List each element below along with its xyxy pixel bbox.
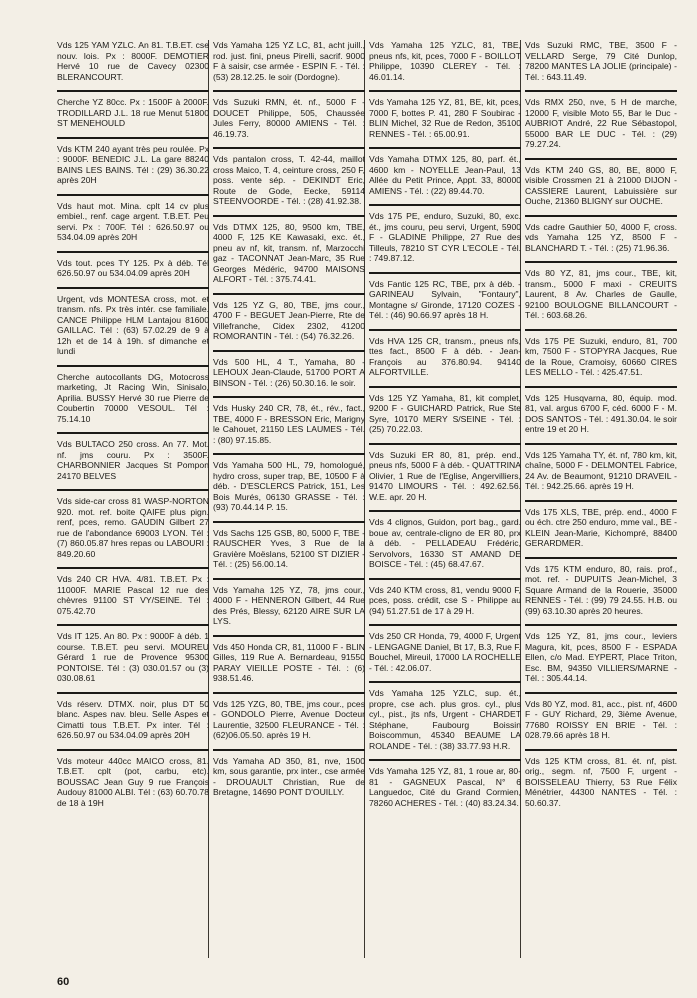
ad-separator [369, 681, 521, 683]
classified-ad: Vds réserv. DTMX. noir, plus DT 50 blanc. Aspes nav. bleu. Selle Aspes et Cimatti tous T.B.ET. Px inter. Tél : 626.50.97 ou 534.04.09 après 20H [57, 698, 209, 740]
classified-ad: Vds 125 YZ G, 80, TBE, jms cour., 4700 F - BEGUET Jean-Pierre, Rte de Villefranche, Cidex 2302, 41200 ROMORANTIN - Tél. : (54) 76.32.26. [213, 299, 365, 341]
ad-separator [213, 635, 365, 637]
ad-separator [213, 147, 365, 149]
ad-separator [369, 90, 521, 92]
ad-separator [213, 692, 365, 694]
ad-separator [369, 759, 521, 761]
classified-ad: Vds Yamaha DTMX 125, 80, parf. ét., 4600 km - NOYELLE Jean-Paul, 13 Allée du Petit Prince, Appt. 33, 80000 AMIENS - Tél. : (22) 89.44.70. [369, 154, 521, 196]
classified-ad: Vds cadre Gauthier 50, 4000 F, cross. vds Yamaha 125 YZ, 8500 F - BLANCHARD T. - Tél. : (25) 71.96.36. [525, 221, 677, 253]
ads-column-1 [57, 40, 209, 812]
ad-separator [525, 692, 677, 694]
classified-ad: Vds Fantic 125 RC, TBE, prx à déb. - GARINEAU Sylvain, "Fontaury", Montagne s/ Gironde, 17120 COZES - Tél. : (46) 90.66.97 après 18 H. [369, 278, 521, 320]
ad-separator [525, 557, 677, 559]
classified-ad: Vds tout. pces TY 125. Px à déb. Tél 626.50.97 ou 534.04.09 après 20H [57, 257, 209, 278]
ad-separator [369, 329, 521, 331]
classified-ad: Vds moteur 440cc MAICO cross, 81. T.B.ET. cplt (pot, carbu, etc). BOUSSAC Jean Guy 9 rue François Audouy 81000 ALBI. Tél : (63) 60.70.78 de 18 à 19H [57, 755, 209, 808]
ad-separator [57, 365, 209, 367]
classified-ad: Vds side-car cross 81 WASP-NORTON 920. mot. ref. boite QAIFE plus pign. renf, pces, remo. GAUDIN Gilbert 27 rue de l'abondance 69003 LYON. Tél : (7) 860.05.87 hres repas ou LABOURI : 849.20.60 [57, 496, 209, 559]
ads-column-4 [525, 40, 677, 812]
classified-ad: Vds 125 YZG, 80, TBE, jms cour., pces - GONDOLO Pierre, Avenue Docteur Laurentie, 32500 FLEURANCE - Tél. : (62)06.05.50. après 19 H. [213, 698, 365, 740]
classified-ad: Vds DTMX 125, 80, 9500 km, TBE, 4000 F, 125 KE Kawasaki, exc. ét., pneu av nf, kit, transm. nf, Marzocchi gaz - TACONNAT Jean-Marc, 35 Rue Georges Médéric, 94700 MAISONS ALFORT - Tél. : 375.74.41. [213, 221, 365, 284]
ad-separator [57, 749, 209, 751]
classified-ad: Vds Yamaha 125 YZ, 81, 1 roue ar, 80-81 - GAGNEUX Pascal, N° 6 Languedoc, Cité du Grand Cormien, 78260 ACHERES - Tél. : (40) 83.24.34. [369, 766, 521, 808]
classified-ad: Vds Yamaha 125 YZLC, 81, TBE, pneus nfs, kit, pces, 7000 F - BOILLOT Philippe, 10390 CLEREY - Tél. : 46.01.14. [369, 40, 521, 82]
ad-separator [57, 624, 209, 626]
classified-ad: Cherche YZ 80cc. Px : 1500F à 2000F. TRODILLARD J.L. 18 rue Menut 51800 ST MENEHOULD [57, 97, 209, 128]
classified-ad: Vds 500 HL, 4 T., Yamaha, 80 - LEHOUX Jean-Claude, 51700 PORT A BINSON - Tél. : (26) 50.30.16. le soir. [213, 356, 365, 388]
classified-ad: Vds 125 YZ, 81, jms cour., leviers Magura, kit, pces, 8500 F - ESPADA Ellen, c/o Mad. EYPERT, Place Triton, Esc. BM, 94350 VILLIERS/MARNE - Tél. : 305.44.14. [525, 631, 677, 683]
ad-separator [213, 350, 365, 352]
classified-ad: Vds KTM 240 ayant très peu roulée. Px : 9000F. BENEDIC J.L. La gare 88240 BAINS LES BAINS. Tél : (29) 36.30.22 après 20H [57, 143, 209, 185]
classified-ad: Vds Yamaha 125 YZ, 78, jms cour., 4000 F - HENNERON Gilbert, 44 Rue des Prés, Blessy, 62120 AIRE SUR LA LYS. [213, 584, 365, 626]
ad-separator [369, 386, 521, 388]
classified-ad: Vds Yamaha 125 YZ, 81, BE, kit, pces, 7000 F, bottes P. 41, 280 F Soubirac - BLIN Michel, 32 Rue de Redon, 35100 RENNES - Tél. : 65.00.91. [369, 97, 521, 139]
classified-ad: Vds 175 XLS, TBE, prép. end., 4000 F ou éch. ctre 250 enduro, mme val., BE - KLEIN Jean-Marie, Kichompré, 88400 GERARDMER. [525, 506, 677, 548]
classified-ad: Vds Suzuki ER 80, 81, prép. end., pneus nfs, 5000 F à déb. - QUATTRINA Olivier, 1 Rue de l'Eglise, Angervilliers, 91470 LIMOURS - Tél. : 492.62.56. W.E. apr. 20 H. [369, 449, 521, 502]
page-number: 60 [57, 976, 70, 988]
classified-ad: Vds HVA 125 CR, transm., pneus nfs, ttes fact., 8500 F à déb. - Jean-François au 376.80.94. 94140 ALFORTVILLE. [369, 335, 521, 377]
classified-ad: Vds haut mot. Mina. cplt 14 cv plus embiel., renf. cage argent. T.B.ET. Peu servi. Px : 700F. Tél : 626.50.97 ou 534.04.09 après 20H [57, 200, 209, 242]
classified-ad: Urgent, vds MONTESA cross, mot. et transm. nfs. Px très intér. cse familiale. CANCE Philippe HLM Lantajou 81600 GAILLAC. Tél : (63) 57.02.29 de 9 à 12h et de 14 à 19h. sf dimanche et lundi [57, 293, 209, 356]
classified-ad: Vds 240 CR HVA. 4/81. T.B.ET. Px : 11000F. MARIE Pascal 12 rue des chèvres 91100 ST VY/SEINE. Tél : 075.42.70 [57, 574, 209, 616]
classified-ad: Vds BULTACO 250 cross. An 77. Mot. nf. jms couru. Px : 3500F. CHARBONNIER Jacques St Pompon 24170 BELVES [57, 439, 209, 481]
classified-ad: Vds 80 YZ, 81, jms cour., TBE, kit, transm., 5000 F maxi - CREUITS Laurent, 8 Av. Charles de Gaulle, 92100 BOULOGNE BILLANCOURT - Tél. : 603.68.26. [525, 268, 677, 320]
ad-separator [369, 510, 521, 512]
ad-separator [57, 567, 209, 569]
classified-ad: Vds Suzuki RMC, TBE, 3500 F - VELLARD Serge, 79 Cité Dunlop, 78200 MANTES LA JOLIE (principale) - Tél. : 643.11.49. [525, 40, 677, 82]
ad-separator [213, 578, 365, 580]
ad-separator [57, 137, 209, 139]
classified-ad: Vds 250 CR Honda, 79, 4000 F, Urgent - LENGAGNE Daniel, Bt 17, B.3, Rue F. Bouchel, Mireuil, 17000 LA ROCHELLE - Tél. : 42.06.07. [369, 631, 521, 673]
classified-ad: Vds IT 125. An 80. Px : 9000F à déb. 1 course. T.B.ET. peu servi. MOUREU Gérard 1 rue de Provence 95300 PONTOISE. Tél : (3) 030.01.57 ou (3) 030.08.61 [57, 631, 209, 683]
classified-ad: Vds 80 YZ, mod. 81, acc., pist. nf, 4600 F - GUY Richard, 29, 3ième Avenue, 77680 ROISSY EN BRIE - Tél. : 028.79.66 après 18 H. [525, 698, 677, 740]
ad-separator [57, 90, 209, 92]
ad-separator [525, 261, 677, 263]
classified-ad: Vds 175 KTM enduro, 80, rais. prof., mot. ref. - DUPUITS Jean-Michel, 3 Square Armand de la Rouerie, 35000 RENNES - Tél. : (99) 79 24.55. H.B. ou (99) 63.10.30 après 20 heures. [525, 563, 677, 616]
classified-ad: Vds Yamaha AD 350, 81, nve, 1500 km, sous garantie, prx inter., cse armée - DROUAULT Christian, Rue de Bretagne, 14690 PONT D'OUILLY. [213, 755, 365, 797]
ad-separator [213, 293, 365, 295]
classified-ad: Vds 175 PE, enduro, Suzuki, 80, exc. ét., jms couru, peu servi, Urgent, 5900 F - GLADINE Philippe, 27 Rue des Tilleuls, 78210 ST CYR L'ECOLE - Tél. : 749.87.12. [369, 211, 521, 263]
ad-separator [213, 521, 365, 523]
classified-ad: Vds RMX 250, nve, 5 H de marche, 12000 F, visible Moto 55, Bar le Duc - AUBRIOT André, 22 Rue Sébastopol, 55000 BAR LE DUC - Tél. : (29) 79.27.24. [525, 97, 677, 149]
classified-ad: Cherche autocollants DG, Motocross marketing, Jt Racing Win, Sinisalo, Aprilia. BUSSY Hervé 30 rue Pierre de Coubertin 70000 VESOUL. Tél : 75.14.10 [57, 371, 209, 424]
ad-separator [525, 215, 677, 217]
classified-ad: Vds 125 YZ Yamaha, 81, kit complet, 9200 F - GUICHARD Patrick, Rue Ste Syre, 10170 MERY S/SEINE - Tél. : (25) 70.22.03. [369, 392, 521, 434]
classified-ad: Vds 175 PE Suzuki, enduro, 81, 700 km, 7500 F - STOPYRA Jacques, Rue de la Roue, Cramoisy, 60660 CIRES LES MELLO - Tél. : 425.47.51. [525, 335, 677, 377]
ad-separator [57, 432, 209, 434]
ad-separator [525, 500, 677, 502]
ad-separator [213, 215, 365, 217]
ads-column-3 [369, 40, 521, 812]
classified-ad: Vds pantalon cross, T. 42-44, maillot cross Maico, T. 4, ceinture cross, 250 F, poss. vente sép. - DEKINDT Eric, Route de Gode, Eecke, 59114 STEENVOORDE - Tél. : (28) 41.92.38. [213, 154, 365, 206]
ad-separator [525, 386, 677, 388]
ad-separator [525, 90, 677, 92]
ad-separator [213, 90, 365, 92]
classified-ad: Vds Yamaha 125 YZ LC, 81, acht juill., rod. just. fini, pneus Pirelli, sacrif. 9000 F à saisir, cse armée - ESPIN F. - Tél. : (53) 28.12.25. le soir (Dordogne). [213, 40, 365, 82]
classified-ad: Vds 125 YAM YZLC. An 81. T.B.ET. cse nouv. lois. Px : 8000F. DEMOTIER Hervé 10 rue de Cavecy 02300 BLERANCOURT. [57, 40, 209, 82]
classified-ad: Vds Yamaha 125 YZLC, sup. ét., propre, cse ach. plus gros. cyl., plus cyl., pist., jts nfs, Urgent - CHARDET Stéphane, Faubourg Boissin Boiscommun, 45340 BEAUME LA ROLANDE - Tél. : (38) 33.77.93 H.R. [369, 688, 521, 751]
ad-separator [525, 443, 677, 445]
classified-ad: Vds 125 Yamaha TY, ét. nf, 780 km, kit, chaîne, 5000 F - DELMONTEL Fabrice, 24 Av. de Beaumont, 91210 DRAVEIL - Tél. : 942.25.66. après 19 H. [525, 449, 677, 491]
ad-separator [369, 147, 521, 149]
classified-ad: Vds Sachs 125 GSB, 80, 5000 F, TBE - RAUSCHER Yves, 3 Rue de la Gravière Moëslans, 52100 ST DIZIER - Tél. : (25) 56.00.14. [213, 527, 365, 569]
ad-separator [213, 396, 365, 398]
ad-separator [369, 272, 521, 274]
ad-separator [57, 194, 209, 196]
classified-ad: Vds 125 Husqvarna, 80, équip. mod. 81, val. argus 6700 F, céd. 6000 F - M. DOS SANTOS - Tél. : 491.30.04. le soir entre 19 et 20 H. [525, 392, 677, 434]
classified-ad: Vds 450 Honda CR, 81, 11000 F - BLIN Gilles, 119 Rue A. Bernardeau, 91550 PARAY VIEILLE POSTE - Tél. : (6) 938.51.46. [213, 641, 365, 683]
classified-ad: Vds Yamaha 500 HL, 79, homologué, hydro cross, super trap, BE, 10500 F à déb. - D'ESCLERCS Patrick, 151, Les Bois Murés, 06130 GRASSE - Tél. : (93) 70.44.14 P. 15. [213, 460, 365, 512]
classified-ad: Vds Husky 240 CR, 78, ét., rév., fact., TBE, 4000 F - BRESSON Eric, Marigny le Cahouet, 21150 LES LAUMES - Tél. : (80) 97.15.85. [213, 403, 365, 445]
ad-separator [57, 692, 209, 694]
classified-ad: Vds KTM 240 GS, 80, BE, 8000 F, visible Crossmen 21 à 21000 DIJON - CASSIERE Laurent, Labuissière sur Ouche, 21360 BLIGNY sur OUCHE. [525, 164, 677, 206]
ad-separator [369, 443, 521, 445]
classified-ad: Vds 240 KTM cross, 81, vendu 9000 F, pces, poss. crédit, cse S - Philippe au (94) 51.27.51 de 17 à 29 H. [369, 584, 521, 616]
ad-separator [369, 204, 521, 206]
ad-separator [213, 453, 365, 455]
ad-separator [369, 624, 521, 626]
ad-separator [525, 624, 677, 626]
ad-separator [525, 749, 677, 751]
ad-separator [525, 329, 677, 331]
ad-separator [369, 578, 521, 580]
ad-separator [57, 287, 209, 289]
ad-separator [57, 489, 209, 491]
ad-separator [525, 158, 677, 160]
classified-ad: Vds Suzuki RMN, ét. nf., 5000 F - DOUCET Philippe, 505, Chaussée Jules Ferry, 80000 AMIENS - Tél. : 46.19.73. [213, 97, 365, 139]
ads-column-2 [213, 40, 365, 802]
classified-ad: Vds 125 KTM cross, 81. ét. nf, pist. orig., segm. nf, 7500 F, urgent - BOISSELEAU Thierry, 53 Rue Félix Ménétrier, 44300 NANTES - Tél. : 50.60.37. [525, 755, 677, 808]
classified-ad: Vds 4 clignos, Guidon, port bag., gard. boue av, centrale-cligno de ER 80, prx à déb. - PELLADEAU Frédéric, Servolvors, 16330 ST AMAND DE BOISCE - Tél. : (45) 68.47.67. [369, 517, 521, 569]
ad-separator [213, 749, 365, 751]
ad-separator [57, 251, 209, 253]
